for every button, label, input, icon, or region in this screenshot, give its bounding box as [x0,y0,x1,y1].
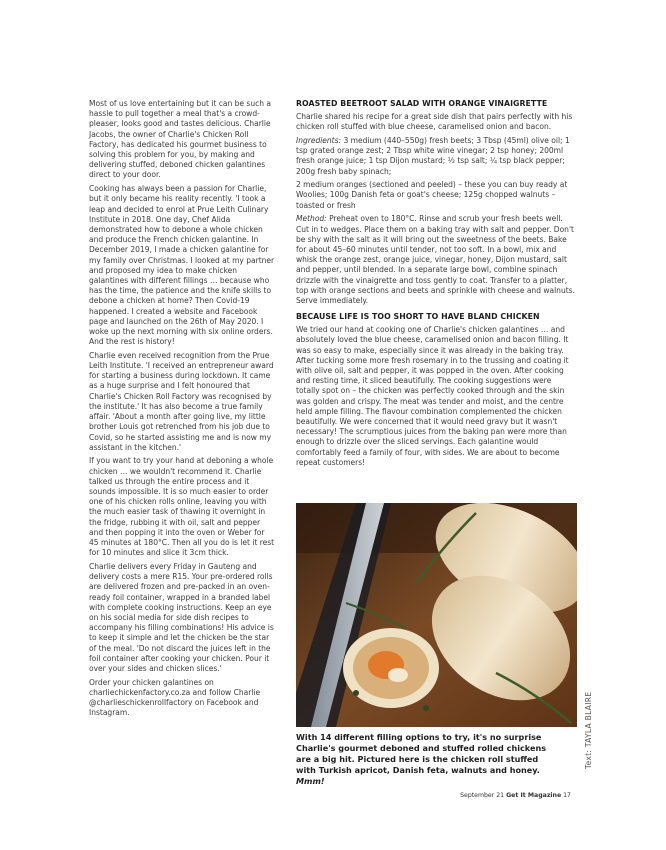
footer-date: September 21 [460,792,505,799]
review-heading: BECAUSE LIFE IS TOO SHORT TO HAVE BLAND CHICKEN [296,312,540,322]
review-body: We tried our hand at cooking one of Charlie's chicken galantines … and absolutely loved the blue cheese, caramelised onion and bacon filling. It was so easy to make, especially since it was already in the baking tray. After tucking some more fresh rosemary in to the trussing and coating it with olive oil, salt and pepper, it was popped in the oven. After cooking and resting time, it sliced beautifully. The cooking suggestions were totally spot on – the chicken was perfectly cooked through and the skin was golden and crispy. The meat was tender and moist, and the centre held ample filling. The flavour combination complemented the chicken beautifully. We were concerned that it would need gravy but it wasn't necessary! The scrumptious juices from the baking pan were more than enough to drizzle over the sliced servings. Each galantine would comfortably feed a family of four, with sides. We are about to become repeat customers! [296,325,569,467]
method-text: Preheat oven to 180°C. Rinse and scrub your fresh beets well. Cut in to wedges. Place them on a baking tray with salt and pepper. Don't be shy with the salt as it will bring out the sweetness of the beets. Bake for about 45–60 minutes until tender, not too soft. In a bowl, mix and whisk the orange zest, orange juice, vinegar, honey, Dijon mustard, salt and pepper, until blended. In a separate large bowl, combine spinach drizzle with the vinaigrette and toss gently to coat. Transfer to a platter, top with orange sections and beets and sprinkle with cheese and walnuts. Serve immediately. [296,214,575,305]
right-column [296,99,577,472]
recipe-method [296,214,577,306]
chicken-roll-illustration [296,503,577,727]
left-paragraph-1: Most of us love entertaining but it can be such a hassle to pull together a meal that's a crowd-pleaser, looks good and tastes delicious. Charlie Jacobs, the owner of Charlie's Chicken Roll Factory, has dedicated his gourmet business to solving this problem for you, by making and delivering stuffed, deboned chicken galantines direct to your door. [89,99,271,180]
method-label: Method: [296,214,327,224]
caption-text: With 14 different filling options to try, it's no surprise Charlie's gourmet deboned and stuffed rolled chickens are a big hit. Pictured here is the chicken roll stuffed with Turkish apricot, Danish feta, walnuts and honey. [296,732,547,775]
recipe-ingredients [296,136,577,177]
chicken-roll-photo [296,503,577,727]
caption-exclamation: Mmm! [296,775,325,786]
left-paragraph-3: Charlie even received recognition from the Prue Leith Institute. 'I received an entrepreneur award for starting a business during lockdown. It came as a huge surprise and I felt honoured that Charlie's Chicken Roll Factory was recognised by the institute.' It has also become a true family affair. 'About a month after going live, my little brother Louis got retrenched from his job due to Covid, so he started assisting me and is now my assistant in the kitchen.' [89,350,274,452]
ingredients-text: 3 medium (440–550g) fresh beets; 3 Tbsp (45ml) olive oil; 1 tsp grated orange zest; 2 Tbsp white wine vinegar; 2 tsp honey; 200ml fresh orange juice; 1 tsp Dijon mustard; ½ tsp salt; ¼ tsp black pepper; 200g fresh baby spinach; [296,135,570,176]
recipe-heading: ROASTED BEETROOT SALAD WITH ORANGE VINAIGRETTE [296,99,548,108]
page-footer [460,792,571,799]
left-paragraph-4: If you want to try your hand at deboning a whole chicken … we wouldn't recommend it. Charlie talked us through the entire process and it sounds impossible. It is so much easier to order one of his chicken rolls online, leaving you with the much easier task of thawing it overnight in the fridge, rubbing it with oil, salt and pepper and then popping it into the oven or Weber for 45 minutes at 180°C. Then all you do is let it rest for 10 minutes and slice it 3cm thick. [89,456,275,558]
left-paragraph-2: Cooking has always been a passion for Charlie, but it only became his reality recently. 'I took a leap and decided to enrol at Prue Leith Culinary Institute in 2018. One day, Chef Alida demonstrated how to debone a whole chicken and produce the French chicken galantine. In December 2019, I made a chicken galantine for my family over Christmas. I looked at my partner and proposed my idea to make chicken galantines with different fillings … because who has the time, the patience and the knife skills to debone a chicken at home? Then Covid-19 happened. I created a website and Facebook page and launched on the 26th of May 2020. I woke up the next morning with six online orders. And the rest is history! [89,184,275,347]
left-paragraph-5: Charlie delivers every Friday in Gauteng and delivery costs a mere R15. Your pre-ordered rolls are delivered frozen and pre-packed in an oven-ready foil container, wrapped in a branded label with complete cooking instructions. Keep an eye on his social media for side dish recipes to accompany his filling combinations! His advice is to keep it simple and let the chicken be the star of the meal. 'Do not discard the juices left in the foil container after cooking your chicken. Pour it over your sides and chicken slices.' [89,561,274,673]
left-paragraph-6: Order your chicken galantines on charliechickenfactory.co.za and follow Charlie @charlieschickenrollfactory on Facebook and Instagram. [89,677,261,718]
footer-magazine: Get It Magazine [506,792,562,799]
text-credit: Text: TAYLA BLAIRE [584,691,593,769]
ingredients-label: Ingredients: [296,135,342,145]
recipe-ingredients-continued: 2 medium oranges (sectioned and peeled) – these you can buy ready at Woolies; 100g Danish feta or goat's cheese; 125g chopped walnuts – toasted or fresh [296,180,568,210]
page-number: 17 [563,792,571,799]
recipe-intro: Charlie shared his recipe for a great side dish that pairs perfectly with his chicken roll stuffed with blue cheese, caramelised onion and bacon. [296,112,573,132]
left-column [89,99,276,722]
photo-caption [296,732,558,787]
